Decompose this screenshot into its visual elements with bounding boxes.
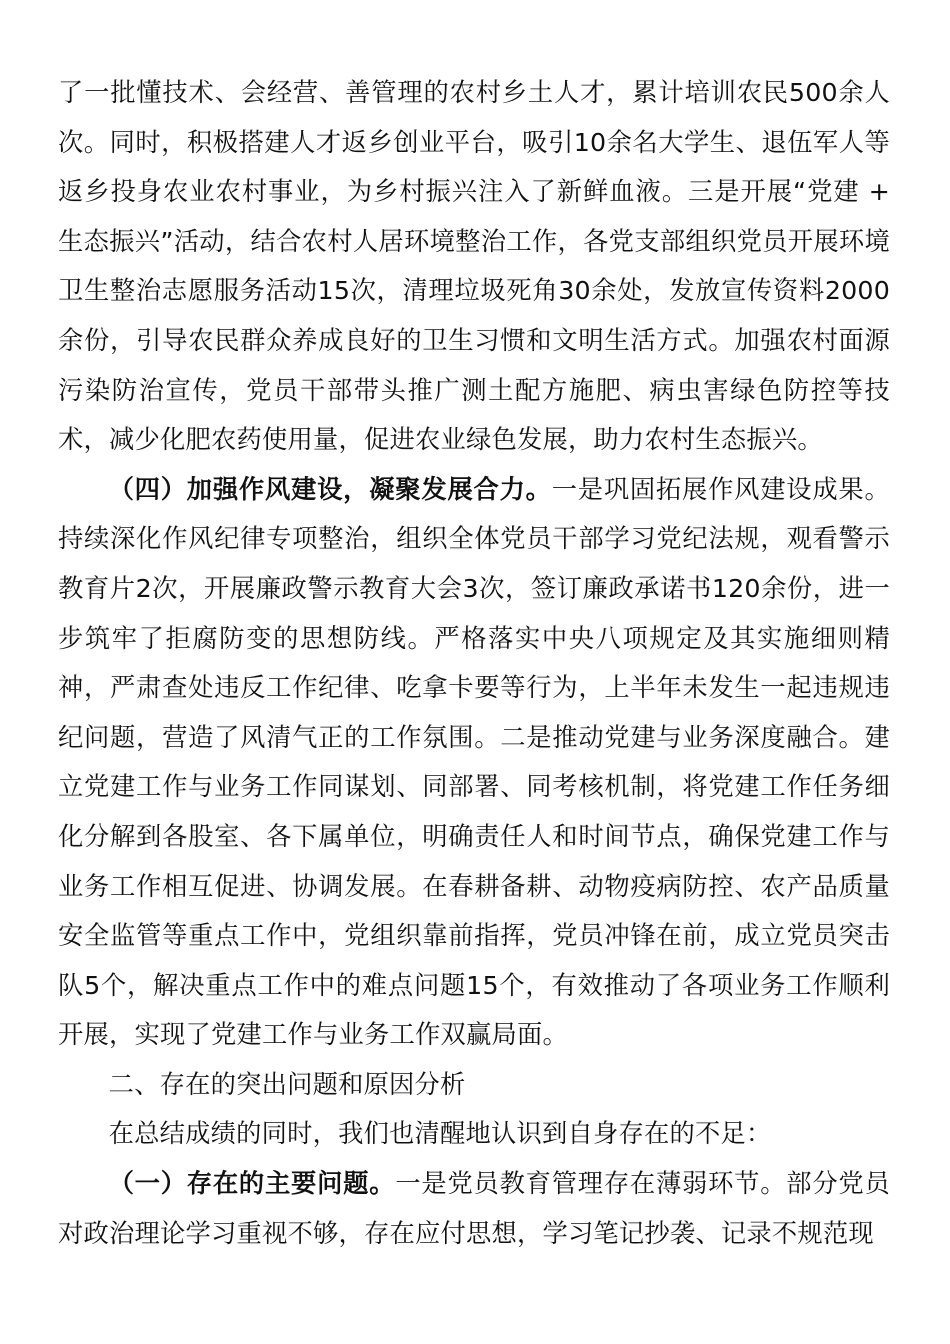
paragraph-main-problems: [58, 1159, 890, 1258]
section-heading-4: （四）加强作风建设，凝聚发展合力。: [108, 474, 552, 504]
paragraph-body: 在总结成绩的同时，我们也清醒地认识到自身存在的不足：: [108, 1119, 772, 1149]
section-heading-1: （一）存在的主要问题。: [108, 1169, 396, 1199]
paragraph-body: 一是巩固拓展作风建设成果。持续深化作风纪律专项整治，组织全体党员干部学习党纪法规，观看警示教育片2次，开展廉政警示教育大会3次，签订廉政承诺书120余份，进一步筑牢了拒腐防变的思想防线。严格落实中央八项规定及其实施细则精神，严肃查处违反工作纪律、吃拿卡要等行为，上半年未发生一起违规违纪问题，营造了风清气正的工作氛围。二是推动党建与业务深度融合。建立党建工作与业务工作同谋划、同部署、同考核机制，将党建工作任务细化分解到各股室、各下属单位，明确责任人和时间节点，确保党建工作与业务工作相互促进、协调发展。在春耕备耕、动物疫病防控、农产品质量安全监管等重点工作中，党组织靠前指挥，党员冲锋在前，成立党员突击队5个，解决重点工作中的难点问题15个，有效推动了各项业务工作顺利开展，实现了党建工作与业务工作双赢局面。: [58, 474, 890, 1050]
chapter-heading-problems: [58, 1060, 890, 1110]
paragraph-talent-ecology: [58, 68, 890, 465]
document-page: [58, 68, 890, 1258]
paragraph-body: 一是党员教育管理存在薄弱环节。部分党员对政治理论学习重视不够，存在应付思想，学习笔记抄袭、记录不规范现: [58, 1169, 890, 1248]
paragraph-intro-shortcomings: [58, 1109, 890, 1159]
paragraph-body: 了一批懂技术、会经营、善管理的农村乡土人才，累计培训农民500余人次。同时，积极搭建人才返乡创业平台，吸引10余名大学生、退伍军人等返乡投身农业农村事业，为乡村振兴注入了新鲜血液。三是开展“党建 + 生态振兴”活动，结合农村人居环境整治工作，各党支部组织党员开展环境卫生整治志愿服务活动15次，清理垃圾死角30余处，发放宣传资料2000余份，引导农民群众养成良好的卫生习惯和文明生活方式。加强农村面源污染防治宣传，党员干部带头推广测土配方施肥、病虫害绿色防控等技术，减少化肥农药使用量，促进农业绿色发展，助力农村生态振兴。: [58, 78, 890, 455]
chapter-heading-text: 二、存在的突出问题和原因分析: [108, 1069, 466, 1099]
paragraph-work-style: [58, 465, 890, 1060]
